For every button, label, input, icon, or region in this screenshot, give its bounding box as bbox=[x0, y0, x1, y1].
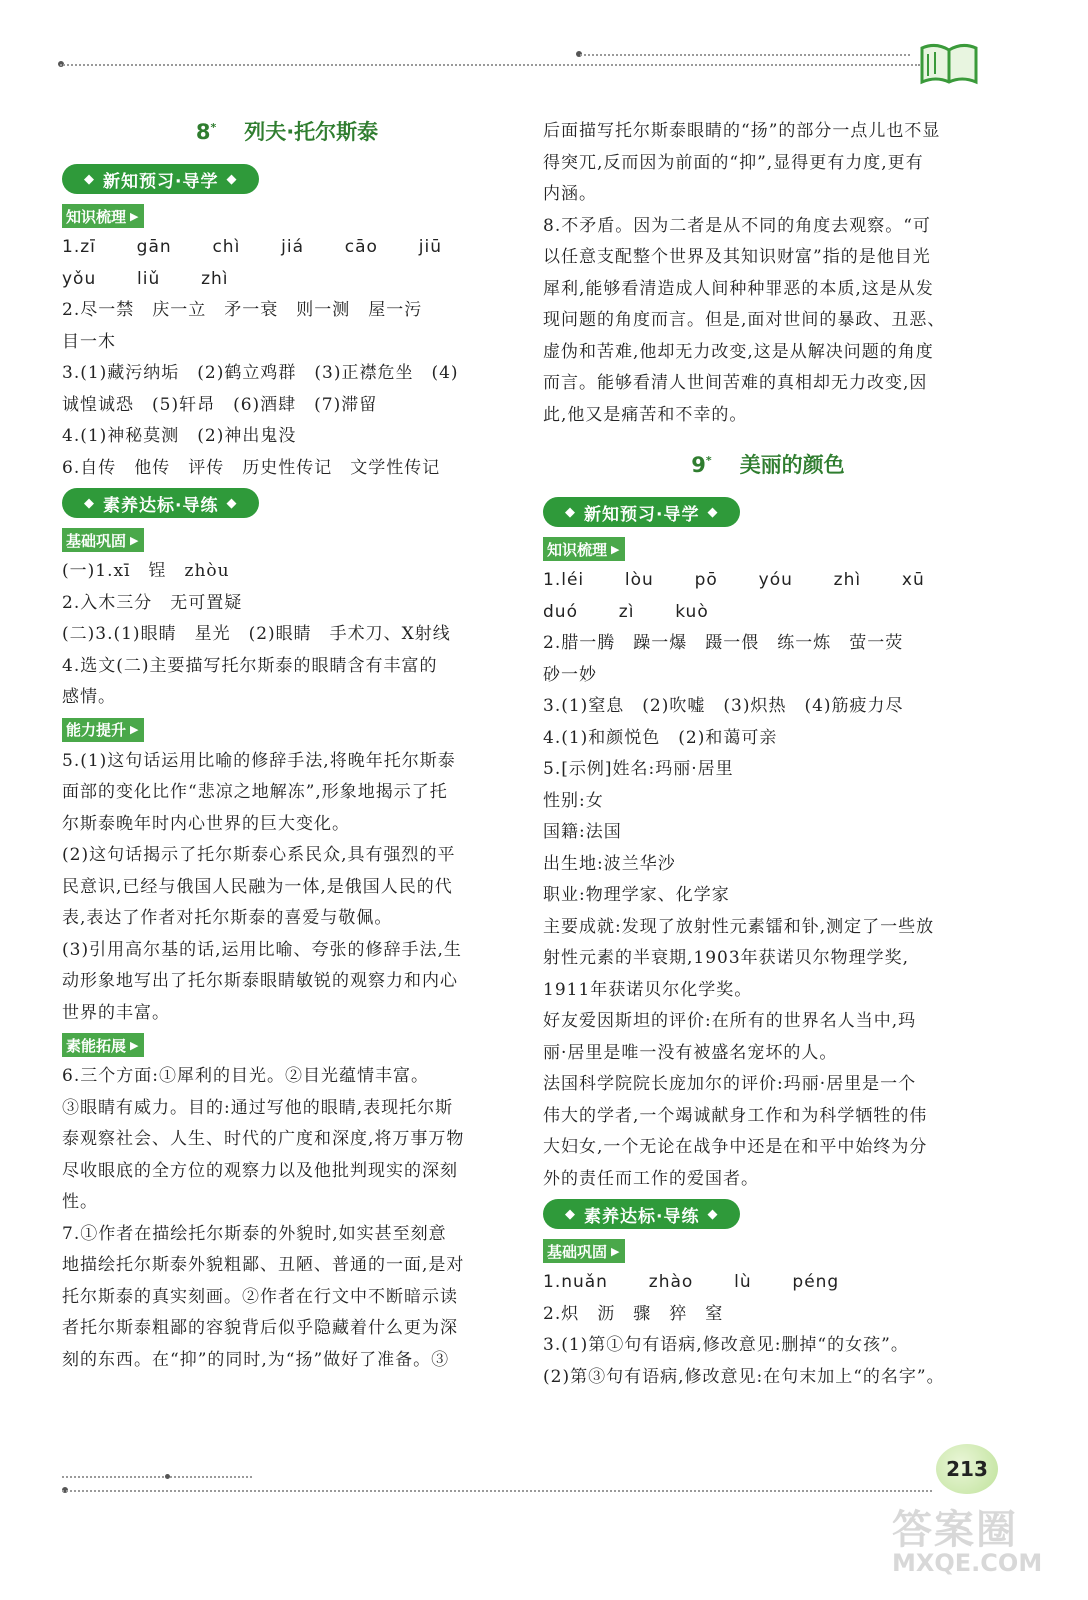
answer-line: 8.不矛盾。因为二者是从不同的角度去观察。“可 bbox=[543, 215, 931, 236]
answer-line: 性别:女 bbox=[543, 790, 604, 811]
answer-line: 砂一妙 bbox=[543, 664, 597, 685]
tag-basics: 基础巩固 ▶ bbox=[62, 528, 144, 552]
footer-dot-2 bbox=[165, 1474, 170, 1479]
answer-line: 4.选文(二)主要描写托尔斯泰的眼睛含有丰富的 bbox=[62, 655, 438, 676]
answer-line: 2.腊一腾 躁一爆 蹑一偎 练一炼 萤一荧 bbox=[543, 633, 904, 653]
answer-line: 世界的丰富。 bbox=[62, 1002, 170, 1023]
answer-line: 1.zī gān chì jiá cāo jiū yǒu liǔ zhì bbox=[62, 237, 483, 289]
answer-line: 民意识,已经与俄国人民融为一体,是俄国人民的代 bbox=[62, 876, 453, 897]
section-banner-preview: ◆ 新知预习·导学 ◆ bbox=[62, 164, 259, 194]
tag-basics: 基础巩固 ▶ bbox=[543, 1239, 625, 1263]
answer-line: ③眼睛有威力。目的:通过写他的眼睛,表现托尔斯 bbox=[62, 1097, 454, 1118]
answer-line: 出生地:波兰华沙 bbox=[543, 853, 676, 874]
answer-line: 2.入木三分 无可置疑 bbox=[62, 592, 243, 613]
answer-line: 尽收眼底的全方位的观察力以及他批判现实的深刻 bbox=[62, 1160, 458, 1181]
page-number: 213 bbox=[936, 1444, 998, 1494]
answer-line: 职业:物理学家、化学家 bbox=[543, 885, 730, 905]
footer-divider-short bbox=[62, 1476, 252, 1478]
answer-line: 现问题的角度而言。但是,面对世间的暴政、丑恶、 bbox=[543, 310, 946, 330]
answer-line: 刻的东西。在“抑”的同时,为“扬”做好了准备。③ bbox=[62, 1349, 450, 1370]
answer-line: 地描绘托尔斯泰外貌粗鄙、丑陋、普通的一面,是对 bbox=[62, 1255, 465, 1275]
answer-line: 6.自传 他传 评传 历史性传记 文学性传记 bbox=[62, 457, 441, 478]
answer-line: (一)1.xī 锃 zhòu bbox=[62, 561, 230, 581]
answer-line: 射性元素的半衰期,1903年获诺贝尔物理学奖, bbox=[543, 948, 910, 968]
answer-line: 面部的变化比作“悲凉之地解冻”,形象地揭示了托 bbox=[62, 782, 448, 802]
answer-line: 得突兀,反而因为前面的“抑”,显得更有力度,更有 bbox=[543, 152, 924, 173]
answer-line: 主要成就:发现了放射性元素镭和钋,测定了一些放 bbox=[543, 916, 935, 937]
lesson-9-title: 9* 美丽的颜色 bbox=[691, 453, 845, 477]
answer-line: 3.(1)第①句有语病,修改意见:删掉“的女孩”。 bbox=[543, 1335, 909, 1355]
tag-ability: 能力提升 ▶ bbox=[62, 718, 144, 742]
answer-line: 内涵。 bbox=[543, 184, 597, 204]
watermark bbox=[892, 1498, 1062, 1588]
answer-line: 好友爱因斯坦的评价:在所有的世界名人当中,玛 bbox=[543, 1011, 917, 1031]
answer-line: 动形象地写出了托尔斯泰眼睛敏锐的观察力和内心 bbox=[62, 971, 458, 991]
answer-line: 目一木 bbox=[62, 331, 116, 352]
answer-line: 尔斯泰晚年时内心世界的巨大变化。 bbox=[62, 813, 350, 834]
answer-line: 犀利,能够看清造成人间种种罪恶的本质,这是从发 bbox=[543, 278, 934, 299]
answer-line: 此,他又是痛苦和不幸的。 bbox=[543, 404, 748, 425]
watermark-logo: 答案圈 bbox=[892, 1507, 1018, 1553]
answer-line: 而言。能够看清人世间苦难的真相却无力改变,因 bbox=[543, 373, 928, 393]
answers-extension bbox=[62, 1061, 512, 1376]
section-banner-practice: ◆ 素养达标·导练 ◆ bbox=[543, 1199, 740, 1229]
tag-extension: 素能拓展 ▶ bbox=[62, 1033, 144, 1057]
answers-ability bbox=[62, 746, 512, 1030]
answer-line: 泰观察社会、人生、时代的广度和深度,将万事万物 bbox=[62, 1129, 465, 1149]
tag-knowledge: 知识梳理 ▶ bbox=[543, 537, 625, 561]
answer-line: 性。 bbox=[62, 1192, 98, 1212]
tag-knowledge: 知识梳理 ▶ bbox=[62, 204, 144, 228]
answer-line: 法国科学院院长庞加尔的评价:玛丽·居里是一个 bbox=[543, 1074, 917, 1094]
answer-line: 4.(1)神秘莫测 (2)神出鬼没 bbox=[62, 426, 297, 446]
answer-line: 3.(1)藏污纳垢 (2)鹤立鸡群 (3)正襟危坐 (4) bbox=[62, 363, 459, 383]
right-column bbox=[543, 116, 993, 1393]
answer-line: 6.三个方面:①犀利的目光。②目光蕴情丰富。 bbox=[62, 1066, 429, 1086]
answers-continued bbox=[543, 116, 993, 431]
answer-line: 3.(1)窒息 (2)吹嘘 (3)炽热 (4)筋疲力尽 bbox=[543, 696, 904, 716]
answer-line: 托尔斯泰的真实刻画。②作者在行文中不断暗示读 bbox=[62, 1286, 458, 1307]
answer-line: 感情。 bbox=[62, 687, 116, 707]
answer-line: 7.①作者在描绘托尔斯泰的外貌时,如实甚至刻意 bbox=[62, 1223, 447, 1244]
answer-line: 以任意支配整个世界及其知识财富”指的是他目光 bbox=[543, 247, 931, 267]
answer-line: 4.(1)和颜悦色 (2)和蔼可亲 bbox=[543, 727, 778, 748]
answer-line: 国籍:法国 bbox=[543, 822, 622, 842]
answer-line: 后面描写托尔斯泰眼睛的“扬”的部分一点儿也不显 bbox=[543, 121, 941, 141]
answer-line: 者托尔斯泰粗鄙的容貌背后似乎隐藏着什么更为深 bbox=[62, 1318, 458, 1338]
header-divider-2 bbox=[580, 54, 910, 56]
open-book-icon bbox=[918, 40, 980, 86]
answer-line: 外的责任而工作的爱国者。 bbox=[543, 1168, 759, 1189]
section-banner-preview: ◆ 新知预习·导学 ◆ bbox=[543, 497, 740, 527]
answer-line: 1.léi lòu pō yóu zhì xū duó zì kuò bbox=[543, 570, 966, 622]
answer-line: 5.[示例]姓名:玛丽·居里 bbox=[543, 759, 734, 779]
footer-divider bbox=[62, 1490, 932, 1492]
answer-line: 2.尽一禁 庆一立 矛一衰 则一测 屋一污 bbox=[62, 300, 423, 320]
lesson-8-title: 8* 列夫·托尔斯泰 bbox=[195, 120, 379, 144]
watermark-site: MXQE.COM bbox=[892, 1549, 1043, 1577]
answer-line: (2)第③句有语病,修改意见:在句末加上“的名字”。 bbox=[543, 1366, 945, 1387]
answer-line: (2)这句话揭示了托尔斯泰心系民众,具有强烈的平 bbox=[62, 845, 456, 865]
answer-line: 1.nuǎn zhào lù péng bbox=[543, 1272, 840, 1292]
answers-knowledge bbox=[543, 565, 993, 1195]
answer-line: 5.(1)这句话运用比喻的修辞手法,将晚年托尔斯泰 bbox=[62, 750, 456, 771]
answer-line: 2.炽 沥 骤 猝 窒 bbox=[543, 1303, 724, 1324]
answers-basics bbox=[62, 556, 512, 714]
answer-line: 丽·居里是唯一没有被盛名宠坏的人。 bbox=[543, 1042, 838, 1063]
answers-basics bbox=[543, 1267, 993, 1393]
header-divider bbox=[60, 64, 920, 66]
answer-line: 虚伪和苦难,他却无力改变,这是从解决问题的角度 bbox=[543, 341, 934, 362]
answer-line: 1911年获诺贝尔化学奖。 bbox=[543, 979, 753, 1000]
section-banner-practice: ◆ 素养达标·导练 ◆ bbox=[62, 488, 259, 518]
answer-line: 大妇女,一个无论在战争中还是在和平中始终为分 bbox=[543, 1137, 928, 1157]
answer-line: 伟大的学者,一个竭诚献身工作和为科学牺牲的伟 bbox=[543, 1105, 928, 1126]
answer-line: 表,表达了作者对托尔斯泰的喜爱与敬佩。 bbox=[62, 908, 393, 928]
left-column bbox=[62, 112, 512, 1376]
answer-line: (二)3.(1)眼睛 星光 (2)眼睛 手术刀、X射线 bbox=[62, 624, 451, 644]
answer-line: 诚惶诚恐 (5)轩昂 (6)酒肆 (7)滞留 bbox=[62, 394, 378, 415]
answer-line: (3)引用高尔基的话,运用比喻、夸张的修辞手法,生 bbox=[62, 939, 462, 960]
answers-knowledge bbox=[62, 232, 512, 484]
